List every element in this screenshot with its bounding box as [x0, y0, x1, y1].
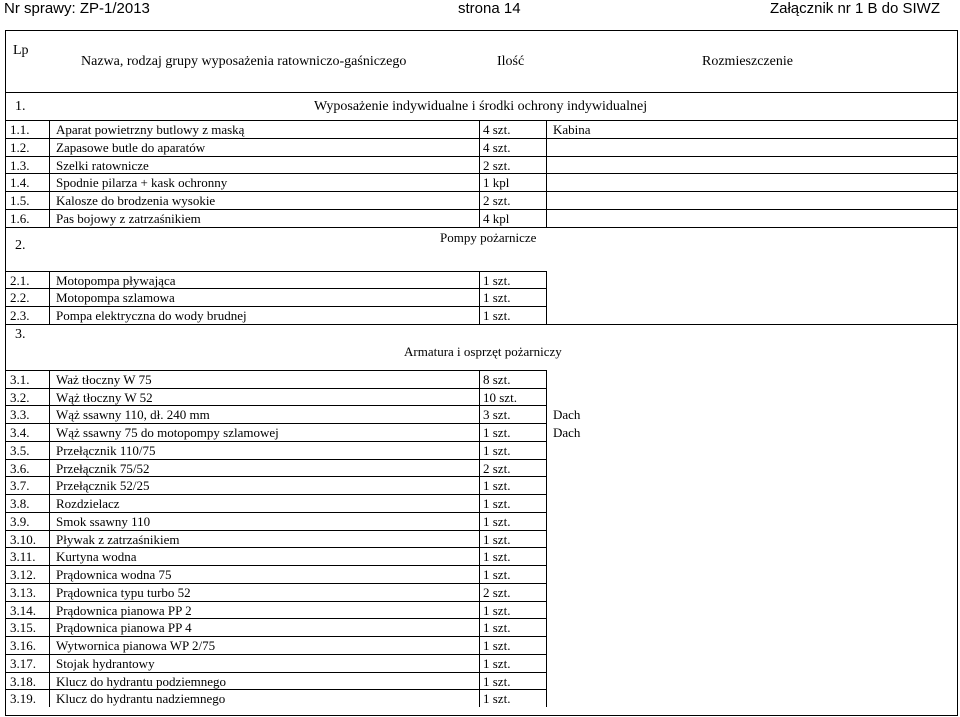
row-divider — [5, 689, 546, 690]
row-divider — [5, 288, 546, 289]
row-name: Spodnie pilarza + kask ochronny — [56, 175, 228, 191]
row-lp: 3.3. — [10, 407, 30, 423]
row-qty: 1 szt. — [483, 496, 511, 511]
section-divider — [5, 227, 958, 228]
row-qty: 1 szt. — [483, 691, 511, 707]
row-name: Wąż ssawny 110, dł. 240 mm — [56, 407, 210, 423]
row-qty: 1 szt. — [483, 567, 511, 582]
row-name: Przełącznik 52/25 — [56, 478, 150, 494]
row-qty: 1 szt. — [483, 478, 511, 494]
row-divider — [5, 459, 546, 460]
row-name: Prądownica typu turbo 52 — [56, 584, 191, 600]
row-name: Klucz do hydrantu nadziemnego — [56, 691, 226, 707]
row-divider — [5, 512, 546, 513]
row-name: Wąż tłoczny W 52 — [56, 389, 153, 405]
row-qty: 1 szt. — [483, 272, 511, 288]
row-divider — [5, 441, 546, 442]
row-location: Kabina — [553, 122, 591, 137]
col-separator — [546, 120, 547, 227]
row-qty: 2 szt. — [483, 460, 511, 476]
row-name: Pas bojowy z zatrzaśnikiem — [56, 210, 201, 226]
row-qty: 4 szt. — [483, 139, 511, 155]
row-divider — [5, 476, 546, 477]
row-divider — [5, 583, 546, 584]
row-name: Prądownica pianowa PP 2 — [56, 602, 192, 618]
col-header-lp: Lp — [13, 43, 29, 58]
section-divider — [5, 92, 958, 93]
row-divider — [5, 173, 958, 174]
row-name: Rozdzielacz — [56, 496, 120, 511]
row-qty: 1 szt. — [483, 308, 511, 323]
row-divider — [5, 423, 546, 424]
row-divider — [5, 370, 546, 371]
row-location: Dach — [553, 425, 581, 440]
equipment-table — [5, 30, 958, 716]
row-name: Aparat powietrzny butlowy z maską — [56, 122, 245, 137]
row-qty: 1 szt. — [483, 290, 511, 306]
row-lp: 3.6. — [10, 460, 30, 476]
section-title: Armatura i osprzęt pożarniczy — [404, 343, 562, 359]
row-qty: 1 szt. — [483, 425, 511, 440]
table-border-right — [957, 30, 958, 716]
row-name: Motopompa pływająca — [56, 272, 176, 288]
row-lp: 3.12. — [10, 567, 36, 582]
row-name: Smok ssawny 110 — [56, 513, 151, 529]
row-qty: 1 szt. — [483, 620, 511, 636]
section-number: 3. — [15, 326, 26, 342]
row-lp: 3.16. — [10, 638, 36, 653]
row-lp: 1.6. — [10, 210, 30, 226]
section-number: 1. — [15, 99, 26, 114]
row-name: Klucz do hydrantu podziemnego — [56, 673, 227, 689]
row-name: Pompa elektryczna do wody brudnej — [56, 308, 247, 323]
row-name: Kurtyna wodna — [56, 549, 137, 565]
col-header-location: Rozmieszczenie — [702, 54, 793, 69]
row-name: Stojak hydrantowy — [56, 655, 155, 671]
row-divider — [5, 654, 546, 655]
row-lp: 3.14. — [10, 602, 36, 618]
col-separator — [479, 271, 480, 324]
row-lp: 3.8. — [10, 496, 30, 511]
row-divider — [5, 618, 546, 619]
row-qty: 1 szt. — [483, 602, 511, 618]
row-qty: 2 szt. — [483, 584, 511, 600]
case-number: Nr sprawy: ZP-1/2013 — [4, 0, 150, 17]
row-name: Waż tłoczny W 75 — [56, 371, 152, 387]
row-qty: 1 szt. — [483, 549, 511, 565]
row-qty: 2 szt. — [483, 193, 511, 208]
section-title: Wyposażenie indywidualne i środki ochrony indywidualnej — [314, 99, 648, 114]
row-name: Zapasowe butle do aparatów — [56, 139, 206, 155]
col-separator — [546, 370, 547, 707]
row-name: Pływak z zatrzaśnikiem — [56, 531, 180, 547]
col-separator — [479, 120, 480, 227]
row-name: Przełącznik 110/75 — [56, 442, 156, 458]
row-lp: 1.2. — [10, 139, 30, 155]
row-qty: 1 kpl — [483, 175, 510, 191]
table-border-left — [5, 30, 6, 716]
section-divider — [5, 324, 958, 325]
row-divider — [5, 138, 958, 139]
row-qty: 4 kpl — [483, 210, 510, 226]
row-location: Dach — [553, 407, 581, 423]
row-divider — [5, 672, 546, 673]
row-lp: 3.19. — [10, 691, 36, 707]
col-separator — [546, 271, 547, 324]
page-header — [0, 0, 960, 22]
row-divider — [5, 306, 546, 307]
row-divider — [5, 388, 546, 389]
row-lp: 2.3. — [10, 308, 30, 323]
row-name: Motopompa szlamowa — [56, 290, 175, 306]
col-separator — [49, 370, 50, 707]
row-lp: 3.9. — [10, 513, 30, 529]
row-lp: 2.1. — [10, 272, 30, 288]
row-lp: 3.17. — [10, 655, 36, 671]
row-qty: 3 szt. — [483, 407, 511, 423]
row-name: Szelki ratownicze — [56, 157, 149, 173]
row-qty: 8 szt. — [483, 371, 511, 387]
row-qty: 1 szt. — [483, 442, 511, 458]
row-lp: 3.13. — [10, 584, 36, 600]
row-lp: 3.11. — [10, 549, 36, 565]
row-name: Kalosze do brodzenia wysokie — [56, 193, 216, 208]
row-divider — [5, 547, 546, 548]
row-divider — [5, 209, 958, 210]
annex-label: Załącznik nr 1 B do SIWZ — [769, 0, 940, 17]
section-title: Pompy pożarnicze — [440, 229, 537, 245]
row-lp: 3.2. — [10, 389, 30, 405]
row-lp: 3.5. — [10, 442, 30, 458]
row-qty: 1 szt. — [483, 673, 511, 689]
row-divider — [5, 565, 546, 566]
row-qty: 2 szt. — [483, 157, 511, 173]
row-lp: 3.1. — [10, 371, 30, 387]
row-name: Prądownica wodna 75 — [56, 567, 172, 582]
row-lp: 1.4. — [10, 175, 30, 191]
row-lp: 1.3. — [10, 157, 30, 173]
row-qty: 10 szt. — [483, 389, 517, 405]
row-lp: 1.1. — [10, 122, 30, 137]
row-divider — [5, 191, 958, 192]
col-header-name: Nazwa, rodzaj grupy wyposażenia ratowniczo-gaśniczego — [81, 54, 407, 69]
col-header-qty: Ilość — [497, 54, 525, 69]
row-divider — [5, 636, 546, 637]
row-lp: 3.7. — [10, 478, 30, 494]
row-divider — [5, 494, 546, 495]
row-lp: 3.4. — [10, 425, 30, 440]
table-border-top — [5, 30, 958, 31]
row-divider — [5, 120, 958, 121]
table-border-bottom — [5, 715, 958, 716]
row-lp: 1.5. — [10, 193, 30, 208]
col-separator — [479, 370, 480, 707]
row-divider — [5, 271, 546, 272]
row-lp: 3.10. — [10, 531, 36, 547]
row-divider — [5, 601, 546, 602]
col-separator — [49, 120, 50, 227]
row-lp: 3.18. — [10, 673, 36, 689]
row-divider — [5, 530, 546, 531]
section-number: 2. — [15, 237, 26, 253]
col-separator — [49, 271, 50, 324]
row-name: Wytwornica pianowa WP 2/75 — [56, 638, 216, 653]
row-qty: 1 szt. — [483, 655, 511, 671]
page-number: strona 14 — [458, 0, 521, 17]
row-lp: 3.15. — [10, 620, 36, 636]
row-name: Prądownica pianowa PP 4 — [56, 620, 192, 636]
row-qty: 1 szt. — [483, 638, 511, 653]
row-name: Wąż ssawny 75 do motopompy szlamowej — [56, 425, 279, 440]
row-lp: 2.2. — [10, 290, 30, 306]
row-qty: 4 szt. — [483, 122, 511, 137]
row-qty: 1 szt. — [483, 531, 511, 547]
row-name: Przełącznik 75/52 — [56, 460, 150, 476]
row-divider — [5, 405, 546, 406]
row-qty: 1 szt. — [483, 513, 511, 529]
row-divider — [5, 156, 958, 157]
